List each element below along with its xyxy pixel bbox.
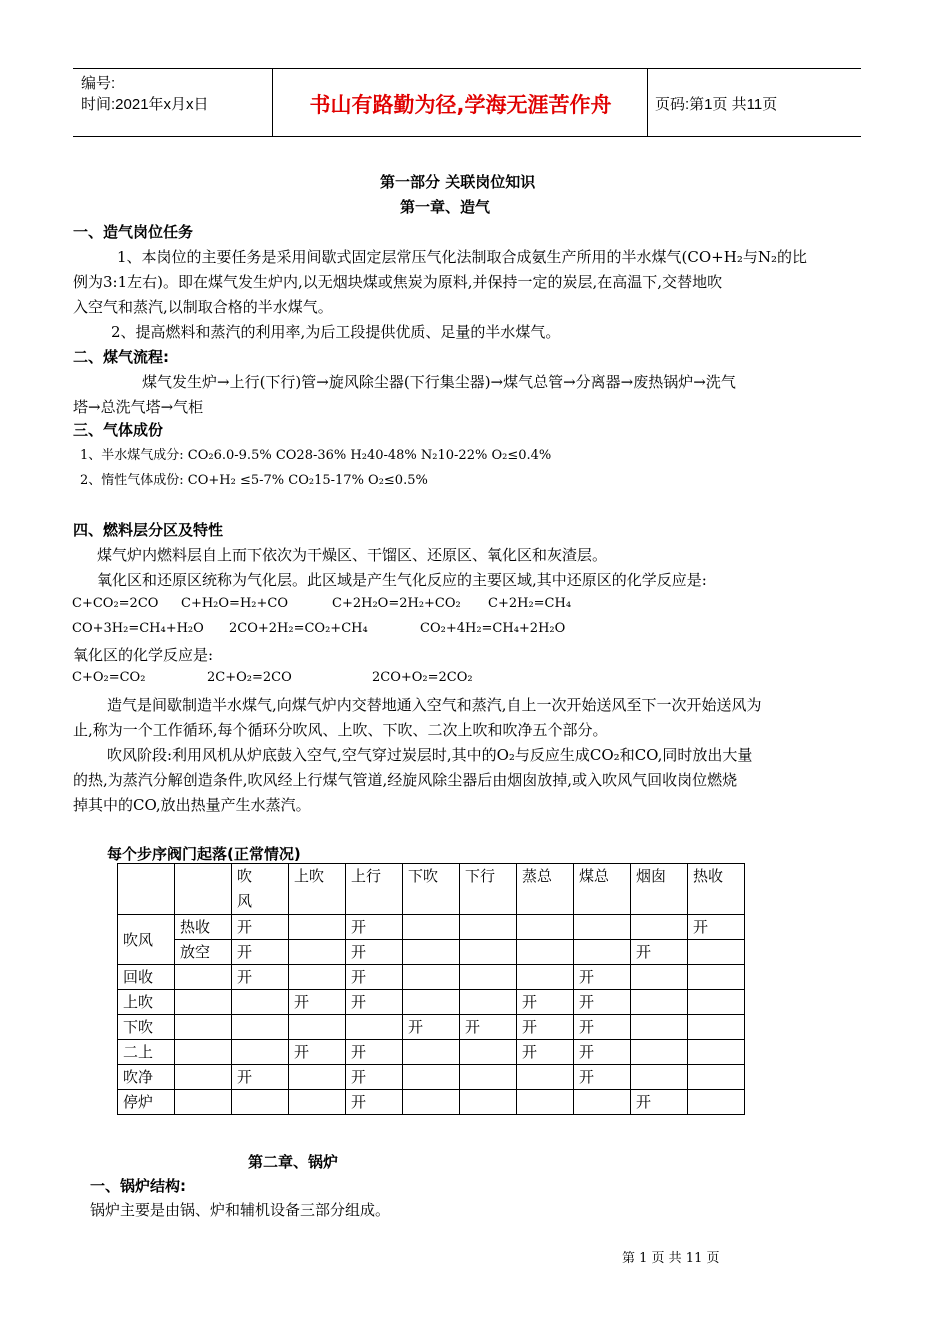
text-line: 止,称为一个工作循环,每个循环分吹风、上吹、下吹、二次上吹和吹净五个部分。: [73, 721, 608, 739]
table-cell: [175, 965, 232, 990]
table-corner: [175, 864, 232, 915]
text-line: 例为3:1左右)。即在煤气发生炉内,以无烟块煤或焦炭为原料,并保持一定的炭层,在高温下,交替地吹: [73, 273, 723, 291]
section-4-paragraph-4: [73, 743, 863, 818]
table-cell: [289, 965, 346, 990]
row-sub-label: 热收: [175, 915, 232, 940]
table-cell: [460, 1090, 517, 1115]
reaction: C+H₂O=H₂+CO: [181, 596, 288, 611]
table-cell: [631, 1015, 688, 1040]
table-cell: 开: [232, 1065, 289, 1090]
table-cell: 开: [631, 1090, 688, 1115]
table-row: [118, 990, 745, 1015]
table-cell: 开: [574, 965, 631, 990]
table-cell: [346, 1015, 403, 1040]
table-cell: [517, 940, 574, 965]
table-cell: [631, 990, 688, 1015]
table-cell: [460, 965, 517, 990]
column-header: 吹 风: [232, 864, 289, 915]
table-title: 每个步序阀门起落(正常情况): [107, 845, 301, 863]
table-cell: [403, 940, 460, 965]
table-cell: [232, 1040, 289, 1065]
reaction: C+2H₂=CH₄: [488, 596, 572, 611]
header-page-info: 页码:第1页 共11页: [655, 96, 778, 113]
table-cell: [688, 1040, 745, 1065]
table-cell: 开: [232, 965, 289, 990]
chapter-2-section-1-title: 一、锅炉结构:: [90, 1177, 186, 1195]
column-header: 煤总: [574, 864, 631, 915]
section-1-paragraph-2: 2、提高燃料和蒸汽的利用率,为后工段提供优质、足量的半水煤气。: [111, 323, 561, 341]
section-4-title: 四、燃料层分区及特性: [73, 521, 224, 539]
section-1-paragraph-1: [73, 245, 863, 320]
table-row: [118, 1090, 745, 1115]
table-cell: 开: [346, 1065, 403, 1090]
table-cell: [403, 915, 460, 940]
part-title: 第一部分 关联岗位知识: [380, 173, 536, 191]
table-cell: 开: [346, 1040, 403, 1065]
table-cell: [403, 990, 460, 1015]
table-cell: 开: [574, 1040, 631, 1065]
row-label: 吹净: [118, 1065, 175, 1090]
section-1-title: 一、造气岗位任务: [73, 223, 194, 241]
valve-table: [117, 863, 745, 1115]
table-cell: [688, 940, 745, 965]
table-row: [118, 940, 745, 965]
table-cell: 开: [346, 990, 403, 1015]
table-row: [118, 1065, 745, 1090]
row-group-label: 吹风: [118, 915, 175, 965]
table-cell: [631, 915, 688, 940]
time-label: 时间:2021年x月x日: [81, 96, 209, 113]
row-label: 上吹: [118, 990, 175, 1015]
table-cell: [403, 1090, 460, 1115]
table-cell: [289, 1015, 346, 1040]
section-4-paragraph-1: 煤气炉内燃料层自上而下依次为干燥区、干馏区、还原区、氧化区和灰渣层。: [97, 546, 608, 564]
gas-composition-1: 1、半水煤气成分: CO₂6.0-9.5% CO28-36% H₂40-48% N₂10-22% O₂≤0.4%: [80, 448, 552, 463]
table-row: [118, 1015, 745, 1040]
table-cell: [289, 1065, 346, 1090]
table-cell: [175, 1065, 232, 1090]
table-cell: 开: [517, 1040, 574, 1065]
table-cell: 开: [346, 915, 403, 940]
column-header: 烟囱: [631, 864, 688, 915]
table-cell: [232, 1090, 289, 1115]
table-cell: 开: [403, 1015, 460, 1040]
table-cell: [460, 1040, 517, 1065]
table-cell: 开: [460, 1015, 517, 1040]
table-cell: [460, 940, 517, 965]
table-cell: 开: [574, 1015, 631, 1040]
page-footer: 第 1 页 共 11 页: [622, 1251, 720, 1266]
column-header: 热收: [688, 864, 745, 915]
table-cell: [517, 965, 574, 990]
section-4-paragraph-3: [73, 693, 863, 743]
table-cell: [175, 1040, 232, 1065]
row-sub-label: 放空: [175, 940, 232, 965]
table-row: [118, 1040, 745, 1065]
chapter-2-paragraph-1: 锅炉主要是由锅、炉和辅机设备三部分组成。: [90, 1201, 391, 1219]
table-cell: 开: [232, 915, 289, 940]
table-cell: 开: [346, 965, 403, 990]
table-row: [118, 915, 745, 940]
table-corner: [118, 864, 175, 915]
column-header: 下吹: [403, 864, 460, 915]
table-cell: [688, 1090, 745, 1115]
table-cell: [688, 1015, 745, 1040]
table-cell: [688, 990, 745, 1015]
table-cell: [175, 1015, 232, 1040]
header-motto: 书山有路勤为径,学海无涯苦作舟: [309, 93, 612, 117]
table-cell: [517, 1065, 574, 1090]
table-cell: [232, 990, 289, 1015]
table-cell: [574, 915, 631, 940]
reaction: 2CO+2H₂=CO₂+CH₄: [229, 621, 368, 636]
text-line: 的热,为蒸汽分解创造条件,吹风经上行煤气管道,经旋风除尘器后由烟囱放掉,或入吹风气回收岗位燃烧: [73, 771, 738, 789]
table-cell: 开: [289, 1040, 346, 1065]
table-cell: [289, 1090, 346, 1115]
chapter-2-title: 第二章、锅炉: [248, 1153, 339, 1171]
table-cell: [574, 940, 631, 965]
reaction: C+2H₂O=2H₂+CO₂: [332, 596, 461, 611]
gas-composition-2: 2、惰性气体成份: CO+H₂ ≤5-7% CO₂15-17% O₂≤0.5%: [80, 473, 428, 488]
table-cell: [517, 1090, 574, 1115]
table-cell: [403, 965, 460, 990]
serial-label: 编号:: [81, 75, 116, 92]
table-cell: [631, 1040, 688, 1065]
reaction: C+CO₂=2CO: [72, 596, 159, 611]
table-cell: [403, 1040, 460, 1065]
table-cell: [574, 1090, 631, 1115]
table-cell: 开: [574, 990, 631, 1015]
column-header: 下行: [460, 864, 517, 915]
header-divider: [647, 69, 648, 136]
document-header: [73, 68, 861, 137]
table-cell: 开: [232, 940, 289, 965]
column-header: 上行: [346, 864, 403, 915]
reaction: CO+3H₂=CH₄+H₂O: [72, 621, 204, 636]
table-cell: [460, 915, 517, 940]
header-meta: [81, 73, 209, 115]
table-cell: [460, 1065, 517, 1090]
reaction: 2CO+O₂=2CO₂: [372, 670, 473, 685]
table-cell: 开: [346, 940, 403, 965]
table-cell: [175, 990, 232, 1015]
text-line: 塔→总洗气塔→气柜: [73, 398, 204, 416]
oxidation-label: 氧化区的化学反应是:: [73, 646, 214, 664]
section-2-title: 二、煤气流程:: [73, 348, 169, 366]
row-label: 回收: [118, 965, 175, 990]
row-label: 二上: [118, 1040, 175, 1065]
text-line: 煤气发生炉→上行(下行)管→旋风除尘器(下行集尘器)→煤气总管→分离器→废热锅炉→洗气: [142, 373, 736, 391]
table-cell: [517, 915, 574, 940]
table-row: [118, 965, 745, 990]
column-header: 上吹: [289, 864, 346, 915]
section-3-title: 三、气体成份: [73, 421, 164, 439]
table-cell: [289, 940, 346, 965]
table-cell: [631, 1065, 688, 1090]
table-cell: 开: [517, 1015, 574, 1040]
chapter-1-title: 第一章、造气: [400, 198, 491, 216]
table-cell: [688, 1065, 745, 1090]
column-header: 蒸总: [517, 864, 574, 915]
table-cell: 开: [289, 990, 346, 1015]
table-cell: [232, 1015, 289, 1040]
reaction: CO₂+4H₂=CH₄+2H₂O: [420, 621, 566, 636]
row-label: 下吹: [118, 1015, 175, 1040]
table-header-row: [118, 864, 745, 915]
table-cell: 开: [517, 990, 574, 1015]
reaction: 2C+O₂=2CO: [207, 670, 292, 685]
table-cell: 开: [574, 1065, 631, 1090]
table-cell: [403, 1065, 460, 1090]
section-4-paragraph-2: 氧化区和还原区统称为气化层。此区域是产生气化反应的主要区域,其中还原区的化学反应是:: [97, 571, 707, 589]
text-line: 掉其中的CO,放出热量产生水蒸汽。: [73, 796, 311, 814]
reaction: C+O₂=CO₂: [72, 670, 146, 685]
table-cell: 开: [688, 915, 745, 940]
table-cell: [175, 1090, 232, 1115]
text-line: 入空气和蒸汽,以制取合格的半水煤气。: [73, 298, 333, 316]
table-cell: 开: [346, 1090, 403, 1115]
text-line: 1、本岗位的主要任务是采用间歇式固定层常压气化法制取合成氨生产所用的半水煤气(CO+H₂与N₂的比: [117, 248, 807, 266]
text-line: 造气是间歇制造半水煤气,向煤气炉内交替地通入空气和蒸汽,自上一次开始送风至下一次开始送风为: [107, 696, 762, 714]
table-cell: [289, 915, 346, 940]
flow-description: [73, 370, 863, 420]
text-line: 吹风阶段:利用风机从炉底鼓入空气,空气穿过炭层时,其中的O₂与反应生成CO₂和CO,同时放出大量: [107, 746, 753, 764]
table-cell: [631, 965, 688, 990]
table-cell: [460, 990, 517, 1015]
table-cell: [688, 965, 745, 990]
table-cell: 开: [631, 940, 688, 965]
row-label: 停炉: [118, 1090, 175, 1115]
